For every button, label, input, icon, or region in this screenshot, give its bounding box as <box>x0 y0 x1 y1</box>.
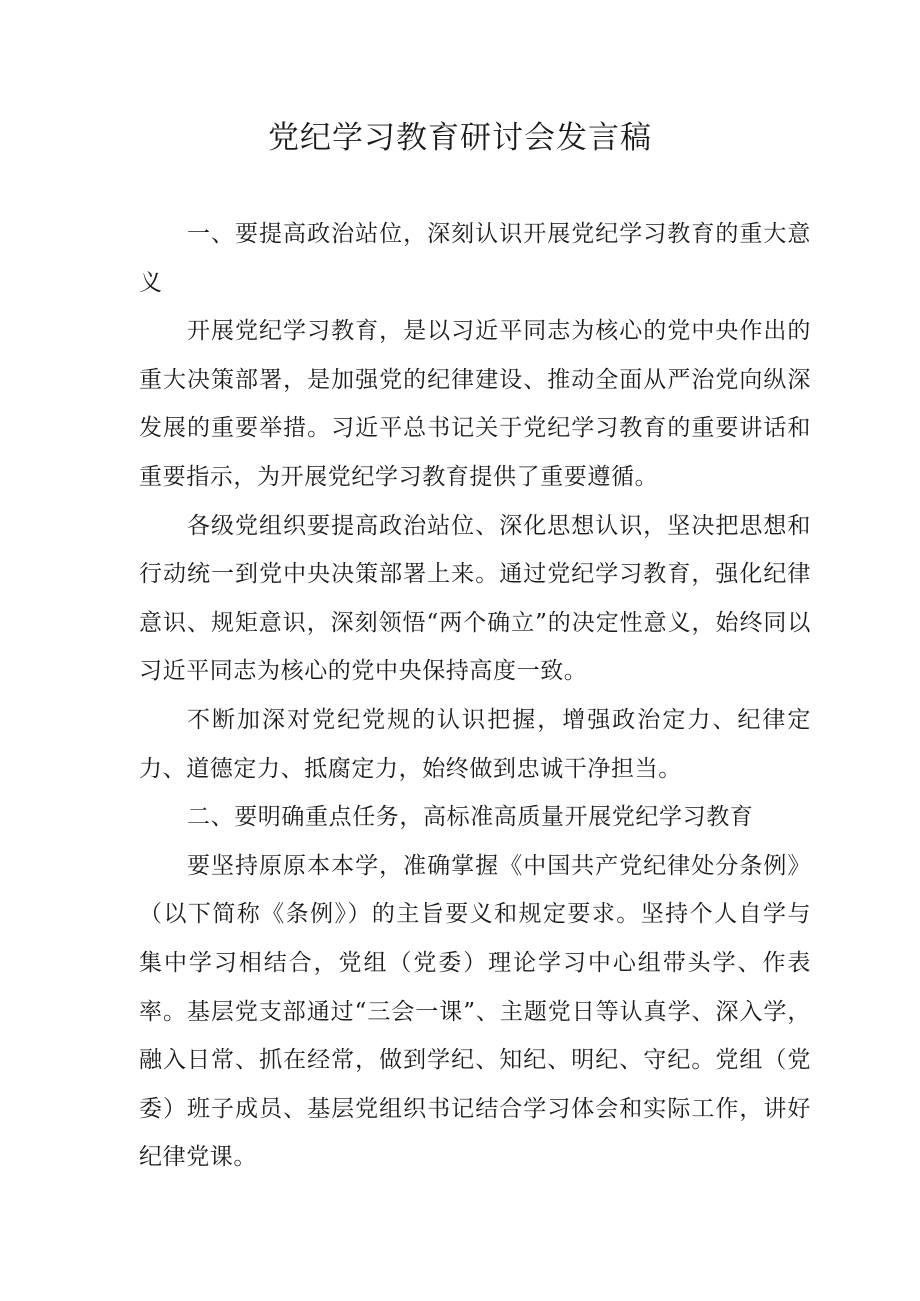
section-heading-1: 一、要提高政治站位，深刻认识开展党纪学习教育的重大意义 <box>139 221 811 296</box>
paragraph: 不断加深对党纪党规的认识把握，增强政治定力、纪律定力、道德定力、抵腐定力，始终做到忠诚干净担当。 <box>139 706 811 782</box>
paragraph: 开展党纪学习教育，是以习近平同志为核心的党中央作出的重大决策部署，是加强党的纪律建设、推动全面从严治党向纵深发展的重要举措。习近平总书记关于党纪学习教育的重要讲话和重要指示，为开展党纪学习教育提供了重要遵循。 <box>139 318 811 490</box>
section-heading-2: 二、要明确重点任务，高标准高质量开展党纪学习教育 <box>187 804 754 831</box>
paragraph: 各级党组织要提高政治站位、深化思想认识，坚决把思想和行动统一到党中央决策部署上来。通过党纪学习教育，强化纪律意识、规矩意识，深刻领悟“两个确立”的决定性意义，始终同以习近平同志为核心的党中央保持高度一致。 <box>139 512 811 685</box>
document-title: 党纪学习教育研讨会发言稿 <box>268 120 652 156</box>
document-body <box>139 210 811 1182</box>
paragraph: 要坚持原原本本学，准确掌握《中国共产党纪律处分条例》（以下简称《条例》）的主旨要义和规定要求。坚持个人自学与集中学习相结合，党组（党委）理论学习中心组带头学、作表率。基层党支部通过“三会一课”、主题党日等认真学、深入学，融入日常、抓在经常，做到学纪、知纪、明纪、守纪。党组（党委）班子成员、基层党组织书记结合学习体会和实际工作，讲好纪律党课。 <box>139 852 811 1171</box>
